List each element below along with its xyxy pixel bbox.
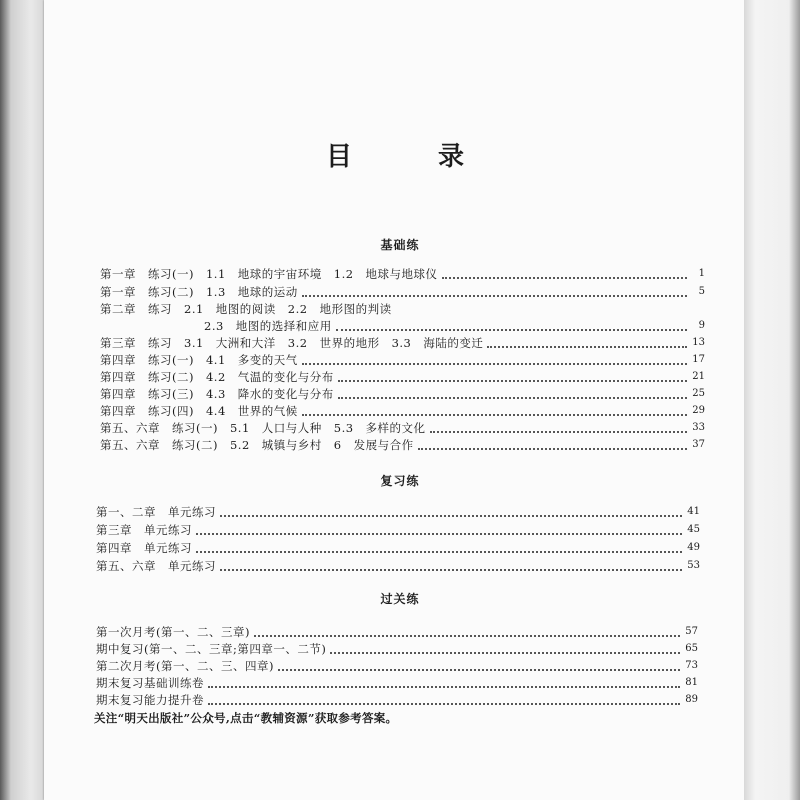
toc-entry-label: 第五、六章 练习(二) 5.2 城镇与乡村 6 发展与合作 (100, 438, 414, 452)
toc-entry-label: 第二次月考(第一、二、三、四章) (96, 659, 274, 673)
toc-entry-label: 第一章 练习(一) 1.1 地球的宇宙环境 1.2 地球与地球仪 (100, 267, 438, 281)
toc-leader-dots (338, 380, 687, 382)
toc-leader-dots (302, 414, 687, 416)
toc-leader-dots (220, 515, 682, 517)
toc-entry[interactable] (100, 437, 705, 453)
toc-entry-label: 第四章 练习(二) 4.2 气温的变化与分布 (100, 370, 334, 384)
toc-leader-dots (196, 533, 682, 535)
toc-entry-label: 期中复习(第一、二、三章;第四章一、二节) (96, 642, 327, 656)
toc-leader-dots (302, 295, 687, 297)
toc-entry-label: 第二章 练习 2.1 地图的阅读 2.2 地形图的判读 (100, 302, 392, 316)
section-heading-review: 复习练 (380, 474, 420, 488)
toc-entry-page: 81 (685, 677, 698, 688)
toc-entry-label: 第四章 练习(四) 4.4 世界的气候 (100, 404, 298, 418)
toc-leader-dots (220, 569, 682, 571)
toc-entry-page: 49 (687, 542, 700, 553)
toc-entry-label: 第三章 单元练习 (96, 523, 192, 537)
toc-leader-dots (196, 551, 682, 553)
toc-entry-label: 第三章 练习 3.1 大洲和大洋 3.2 世界的地形 3.3 海陆的变迁 (100, 336, 484, 350)
toc-entry-label: 期末复习能力提升卷 (96, 693, 204, 707)
toc-entry[interactable] (96, 641, 698, 657)
toc-entry[interactable] (100, 352, 705, 368)
toc-leader-dots (208, 686, 680, 688)
toc-entry-label: 第一、二章 单元练习 (96, 505, 216, 519)
toc-leader-dots (487, 346, 687, 348)
scan-right-edge (744, 0, 800, 800)
toc-leader-dots (330, 652, 680, 654)
toc-entry-label: 第四章 单元练习 (96, 541, 192, 555)
toc-entry[interactable] (100, 335, 705, 351)
toc-entry[interactable] (96, 692, 698, 708)
toc-entry[interactable] (100, 369, 705, 385)
toc-entry[interactable] (96, 540, 700, 556)
toc-entry[interactable] (204, 318, 705, 334)
toc-leader-dots (336, 329, 687, 331)
toc-entry[interactable] (100, 266, 705, 282)
toc-entry-label: 第一次月考(第一、二、三章) (96, 625, 250, 639)
toc-entry-page: 37 (692, 439, 705, 450)
toc-entry-label: 第一章 练习(二) 1.3 地球的运动 (100, 285, 298, 299)
toc-entry-page: 21 (692, 371, 705, 382)
toc-leader-dots (278, 669, 680, 671)
toc-entry-page: 17 (692, 354, 705, 365)
toc-entry-page: 1 (698, 268, 705, 279)
toc-entry[interactable] (96, 624, 698, 640)
scan-left-edge (0, 0, 44, 800)
toc-entry-page: 29 (692, 405, 705, 416)
toc-leader-dots (442, 277, 687, 279)
toc-entry-page: 33 (692, 422, 705, 433)
toc-entry-label: 第五、六章 练习(一) 5.1 人口与人种 5.3 多样的文化 (100, 421, 426, 435)
section-heading-basic: 基础练 (380, 238, 420, 252)
toc-entry[interactable] (96, 658, 698, 674)
toc-entry-page: 65 (685, 643, 698, 654)
toc-entry-page: 9 (698, 320, 705, 331)
toc-entry-page: 13 (692, 337, 705, 348)
toc-leader-dots (208, 703, 680, 705)
toc-leader-dots (254, 635, 680, 637)
section-heading-pass: 过关练 (380, 592, 420, 606)
toc-entry[interactable] (96, 558, 700, 574)
toc-entry-page: 57 (685, 626, 698, 637)
toc-leader-dots (338, 397, 687, 399)
toc-leader-dots (418, 448, 687, 450)
toc-entry[interactable] (100, 386, 705, 402)
toc-entry-label: 期末复习基础训练卷 (96, 676, 204, 690)
toc-entry-label: 第五、六章 单元练习 (96, 559, 216, 573)
toc-entry-page: 25 (692, 388, 705, 399)
toc-entry-page: 45 (687, 524, 700, 535)
toc-entry-page: 5 (698, 286, 705, 297)
toc-entry-page: 41 (687, 506, 700, 517)
toc-entry-page: 89 (685, 694, 698, 705)
toc-entry[interactable] (100, 420, 705, 436)
toc-entry-label: 第四章 练习(三) 4.3 降水的变化与分布 (100, 387, 334, 401)
page-title: 目 录 (325, 142, 494, 172)
toc-leader-dots (302, 363, 687, 365)
toc-entry[interactable] (96, 504, 700, 520)
toc-entry[interactable] (100, 301, 500, 317)
toc-entry-label: 2.3 地图的选择和应用 (204, 319, 332, 333)
toc-entry[interactable] (100, 403, 705, 419)
toc-entry-label: 第四章 练习(一) 4.1 多变的天气 (100, 353, 298, 367)
toc-entry[interactable] (96, 522, 700, 538)
answer-key-notice: 关注“明天出版社”公众号,点击“教辅资源”获取参考答案。 (94, 711, 398, 725)
toc-entry[interactable] (100, 284, 705, 300)
toc-leader-dots (430, 431, 687, 433)
toc-entry-page: 73 (685, 660, 698, 671)
toc-entry[interactable] (96, 675, 698, 691)
toc-entry-page: 53 (687, 560, 700, 571)
